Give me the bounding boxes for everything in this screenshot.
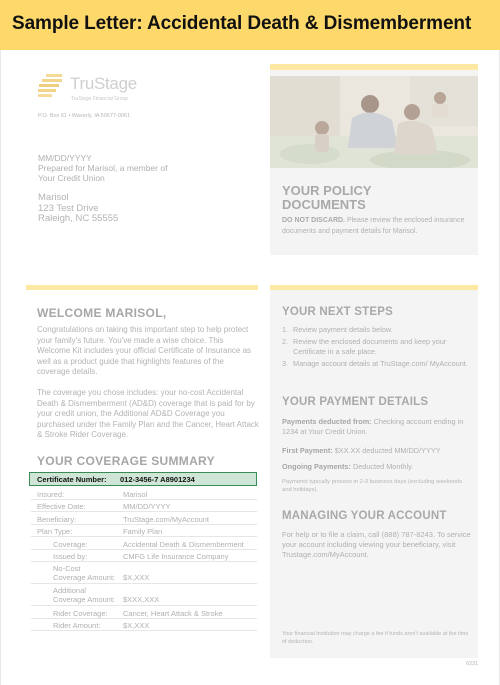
- fee-note: Your financial institution may charge a fee if funds aren't available at the time of deduction.: [282, 631, 469, 645]
- family-photo-illustration: [270, 76, 478, 168]
- summary-key-line1: Additional: [53, 586, 86, 595]
- payment-first-value: $XX.XX deducted MM/DD/YYYY: [332, 446, 441, 455]
- prepared-for-line2: Your Credit Union: [38, 173, 105, 183]
- next-step-item: [282, 359, 472, 369]
- logo-subtitle: TruStage Financial Group: [71, 96, 129, 102]
- sender-block: [38, 153, 238, 183]
- recipient-name: Marisol: [38, 192, 69, 203]
- summary-key: Rider Coverage:: [53, 608, 108, 618]
- step-text: Review payment details below.: [293, 325, 393, 334]
- policy-documents-title: [282, 184, 462, 212]
- policy-title-line1: YOUR POLICY: [282, 183, 372, 198]
- summary-value: MM/DD/YYYY: [123, 502, 171, 511]
- payment-deducted-from: [282, 417, 472, 437]
- summary-key: Plan Type:: [37, 527, 73, 536]
- summary-value: $X,XXX: [123, 621, 150, 630]
- summary-value: $XXX,XXX: [123, 595, 160, 604]
- summary-key: Beneficiary:: [37, 514, 77, 524]
- summary-key: Issued by:: [53, 552, 88, 561]
- summary-key-line2: Coverage Amount:: [53, 595, 116, 604]
- payment-ongoing-label: Ongoing Payments:: [282, 462, 351, 471]
- summary-row-rider-amount: [31, 619, 257, 632]
- next-steps-panel: [270, 285, 478, 658]
- certificate-number-row: [29, 472, 257, 486]
- summary-value: $X,XXX: [123, 573, 150, 582]
- policy-note-text: Please review the enclosed insurance documents and payment details for Marisol.: [282, 217, 465, 235]
- next-steps-list: [282, 325, 472, 371]
- coverage-summary-table: [31, 487, 257, 631]
- summary-key: Effective Date:: [37, 502, 86, 511]
- summary-row-additional-amount: [31, 584, 257, 606]
- policy-title-line2: DOCUMENTS: [282, 197, 366, 212]
- step-text: Manage account details at TruStage.com/ MyAccount.: [293, 359, 468, 368]
- summary-key: [53, 564, 115, 582]
- next-steps-title: YOUR NEXT STEPS: [282, 306, 393, 318]
- do-not-discard: DO NOT DISCARD.: [282, 217, 345, 224]
- summary-key: Rider Amount:: [53, 621, 101, 630]
- managing-account-text: For help or to file a claim, call (888) 787-8243. To service your account including viewing your beneficiary, visit Trustage.com/MyAccount.: [282, 530, 471, 560]
- banner-title: Sample Letter: Accidental Death & Dismemberment: [12, 13, 472, 34]
- payment-processing-note: Payments typically process in 2-3 business days (excluding weekends and holidays).: [282, 479, 463, 493]
- managing-account-title: MANAGING YOUR ACCOUNT: [282, 510, 447, 522]
- certificate-number-value: 012-3456-7 A8901234: [120, 475, 195, 484]
- summary-value: Accidental Death & Dismemberment: [123, 539, 244, 549]
- return-address: P.O. Box 61 • Waverly, IA 50677-0061: [38, 113, 131, 119]
- welcome-title: WELCOME MARISOL,: [37, 306, 167, 320]
- summary-value: Family Plan: [123, 527, 163, 536]
- step-text: Review the enclosed documents and keep your Certificate in a safe place.: [293, 337, 447, 356]
- summary-value: Cancer, Heart Attack & Stroke: [123, 608, 223, 618]
- recipient-street: 123 Test Drive: [38, 202, 99, 214]
- next-step-item: [282, 325, 472, 335]
- summary-row-plan-type: [31, 525, 257, 538]
- recipient-city: Raleigh, NC 55555: [38, 213, 119, 224]
- recipient-address: [38, 193, 118, 225]
- summary-value: Marisol: [123, 489, 148, 499]
- summary-value: CMFG Life Insurance Company: [123, 552, 229, 561]
- payment-ongoing-value: Deducted Monthly.: [350, 462, 414, 471]
- payment-ongoing: [282, 462, 472, 472]
- welcome-accent-bar: [26, 285, 258, 290]
- letter-date: MM/DD/YYYY: [38, 153, 92, 163]
- family-photo: [270, 76, 478, 168]
- summary-value: TruStage.com/MyAccount: [123, 514, 210, 524]
- summary-row-no-cost-amount: [31, 562, 257, 584]
- summary-key-line1: No-Cost: [53, 564, 81, 573]
- payment-first-label: First Payment:: [282, 446, 333, 455]
- next-step-item: [282, 337, 472, 357]
- policy-documents-card: [270, 64, 478, 255]
- summary-key: Coverage:: [53, 539, 88, 549]
- summary-row-coverage: [31, 537, 257, 550]
- logo-name: TruStage: [70, 74, 137, 93]
- trustage-logo: [36, 72, 156, 112]
- summary-key: [53, 586, 115, 604]
- summary-row-insured: [31, 487, 257, 500]
- prepared-for-line1: Prepared for Marisol, a member of: [38, 163, 168, 173]
- summary-row-effective-date: [31, 500, 257, 513]
- certificate-number-label: Certificate Number:: [37, 475, 107, 484]
- summary-key-line2: Coverage Amount:: [53, 573, 116, 582]
- step-number: 2.: [282, 337, 289, 346]
- payment-deducted-label: Payments deducted from:: [282, 417, 372, 426]
- payment-first: [282, 446, 472, 456]
- policy-note: [282, 215, 468, 237]
- next-steps-accent-bar: [270, 285, 478, 290]
- summary-row-beneficiary: [31, 512, 257, 525]
- payment-details-title: YOUR PAYMENT DETAILS: [282, 396, 429, 408]
- payment-deducted-value: Checking account ending in 1234 at Your Credit Union.: [282, 417, 464, 436]
- coverage-summary-title: YOUR COVERAGE SUMMARY: [37, 454, 215, 468]
- step-number: 3.: [282, 359, 289, 368]
- summary-row-issued-by: [31, 550, 257, 563]
- step-number: 1.: [282, 325, 289, 334]
- page-code: 6231: [466, 661, 479, 667]
- sample-letter-banner: [0, 0, 500, 50]
- welcome-paragraph-1: Congratulations on taking this important step to help protect your family's future. You've made a wise choice. This Welcome Kit includes your official Certificate of Insurance as well as a product guide that highlights features of the coverage details.: [37, 325, 252, 376]
- summary-key: Insured:: [37, 489, 65, 499]
- welcome-paragraph-2: The coverage you chose includes: your no-cost Accidental Death & Dismemberment (AD&D) coverage that is paid for by your credit union, the Additional AD&D Coverage you purchased under the Family Plan and the Cancer, Heart Attack & Stroke Rider Coverage.: [37, 388, 259, 439]
- summary-row-rider-coverage: [31, 606, 257, 619]
- trustage-logo-icon: [36, 72, 66, 102]
